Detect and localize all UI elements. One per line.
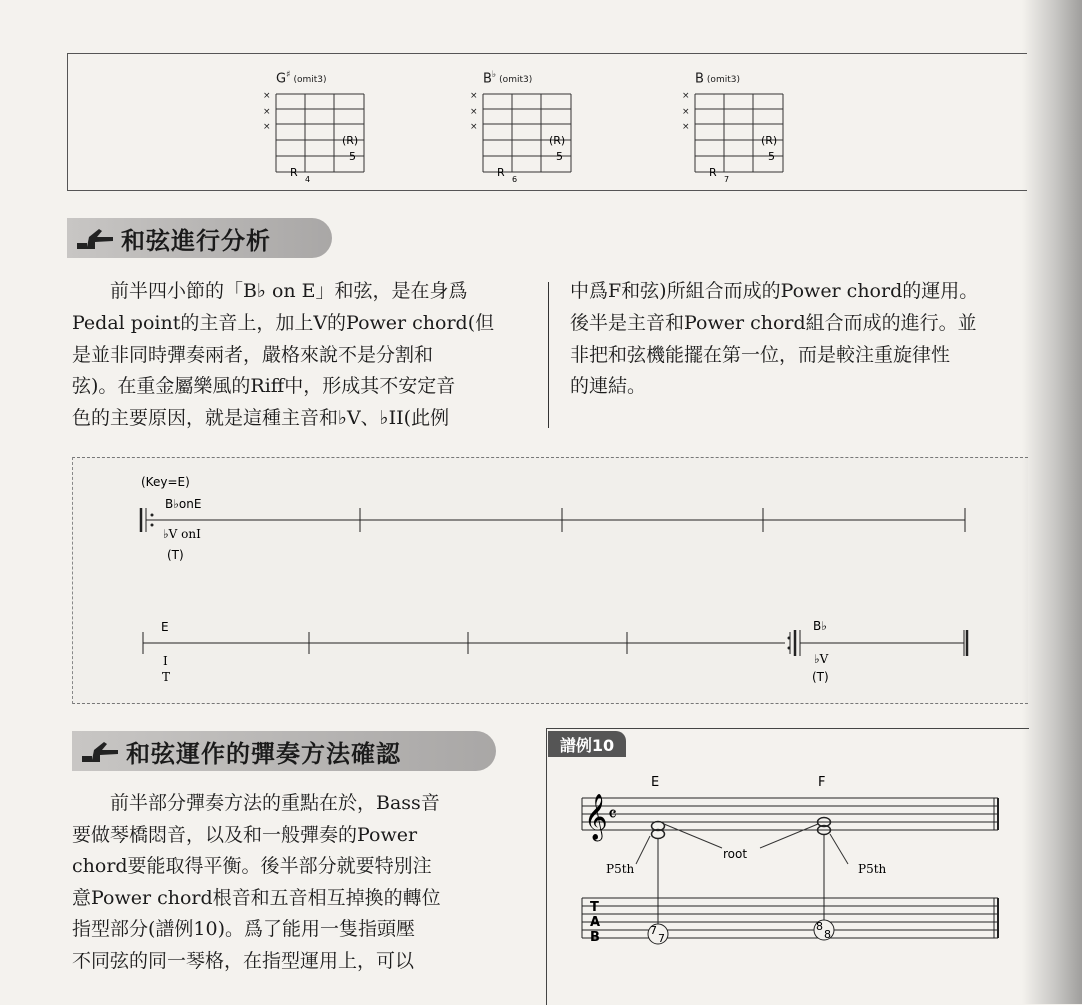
chord-symbol: E xyxy=(651,775,660,790)
mute-marks: × × × xyxy=(470,91,478,132)
progression-chart xyxy=(73,458,1028,703)
example-label: 譜例10 xyxy=(548,731,626,757)
column-divider xyxy=(548,282,549,428)
analysis-column-1 xyxy=(72,276,528,435)
chord-symbol: F xyxy=(818,775,826,790)
text-line: 意Power chord根音和五音相互掉換的轉位 xyxy=(72,886,441,909)
tab-letter: T xyxy=(590,900,599,915)
degree-label: ♭V onI xyxy=(163,527,201,541)
score-example xyxy=(546,756,1026,956)
text-line: 後半是主音和Power chord組合而成的進行。並 xyxy=(570,311,977,334)
tab-fret-number: 7 xyxy=(658,932,665,945)
text-line: 指型部分(譜例10)。爲了能用一隻指頭壓 xyxy=(72,918,416,940)
fret-grid xyxy=(263,91,364,184)
text-line: 非把和弦機能擺在第一位，而是較注重旋律性 xyxy=(570,343,951,366)
section-header-analysis xyxy=(67,218,332,258)
function-label: (T) xyxy=(167,548,184,562)
tab-staff xyxy=(582,898,998,938)
analysis-column-2 xyxy=(570,276,1030,403)
annotation-root: root xyxy=(723,847,748,861)
pointing-hand-icon xyxy=(80,738,120,764)
text-line: 中爲F和弦)所組合而成的Power chord的運用。 xyxy=(570,280,979,302)
root-octave-mark: (R) xyxy=(549,134,566,147)
root-mark: R xyxy=(497,166,505,179)
degree-label: ♭V xyxy=(814,652,829,666)
degree-label: I xyxy=(163,654,168,668)
chord-symbol: B♭ xyxy=(813,619,827,633)
chord-symbol: B♭onE xyxy=(165,497,202,511)
root-mark: R xyxy=(290,166,298,179)
tab-letter: A xyxy=(590,915,601,930)
mute-marks: × × × xyxy=(263,91,271,132)
function-label: T xyxy=(162,670,171,684)
music-staff xyxy=(582,798,998,830)
section-title: 和弦進行分析 xyxy=(121,226,271,255)
treble-clef-icon: 𝄞 xyxy=(584,794,608,840)
chord-symbol: E xyxy=(161,620,169,634)
tab-fret-number: 8 xyxy=(824,928,831,941)
chord-diagram-panel xyxy=(67,53,1027,191)
text-line: 是並非同時彈奏兩者，嚴格來說不是分割和 xyxy=(72,343,434,366)
text-line: 的連結。 xyxy=(570,375,647,398)
chord-name: B♭(omit3) xyxy=(483,70,533,87)
text-line: 前半四小節的「B♭ on E」和弦，是在身爲 xyxy=(110,280,468,302)
playing-method-text xyxy=(72,788,497,977)
text-line: 弦)。在重金屬樂風的Riff中，形成其不安定音 xyxy=(72,375,456,398)
chord-name: B (omit3) xyxy=(695,71,740,87)
fifth-mark: 5 xyxy=(556,150,563,163)
text-line: 色的主要原因，就是這種主音和♭V、♭II(此例 xyxy=(72,407,450,430)
section-header-playing-method xyxy=(72,731,496,771)
chord-name: G♯(omit3) xyxy=(276,70,327,87)
pointing-hand-icon xyxy=(75,225,115,251)
function-label: (T) xyxy=(812,670,829,684)
fret-grid xyxy=(682,91,783,184)
annotation-p5th-right: P5th xyxy=(858,862,887,876)
text-line: 不同弦的同一琴格，在指型運用上，可以 xyxy=(72,949,415,972)
common-time-icon: 𝄴 xyxy=(608,802,617,826)
tab-letter: B xyxy=(590,930,600,945)
fret-number: 6 xyxy=(512,175,518,184)
text-line: Pedal point的主音上，加上V的Power chord(但 xyxy=(72,311,495,334)
text-line: chord要能取得平衡。後半部分就要特別注 xyxy=(72,855,432,877)
section-title: 和弦運作的彈奏方法確認 xyxy=(126,739,401,768)
tab-fret-number: 7 xyxy=(650,924,657,937)
root-mark: R xyxy=(709,166,717,179)
root-octave-mark: (R) xyxy=(761,134,778,147)
fret-grid xyxy=(470,91,571,184)
root-octave-mark: (R) xyxy=(342,134,359,147)
text-line: 前半部分彈奏方法的重點在於，Bass音 xyxy=(110,792,440,814)
key-label: (Key=E) xyxy=(141,475,190,489)
fret-number: 7 xyxy=(724,175,730,184)
annotation-p5th-left: P5th xyxy=(606,862,635,876)
tab-fret-number: 8 xyxy=(816,920,823,933)
mute-marks: × × × xyxy=(682,91,690,132)
chord-progression-box xyxy=(72,457,1028,704)
page-fold-shadow xyxy=(1022,0,1082,1004)
fifth-mark: 5 xyxy=(349,150,356,163)
fifth-mark: 5 xyxy=(768,150,775,163)
text-line: 要做琴橋悶音，以及和一般彈奏的Power xyxy=(72,823,418,846)
fret-number: 4 xyxy=(305,175,311,184)
